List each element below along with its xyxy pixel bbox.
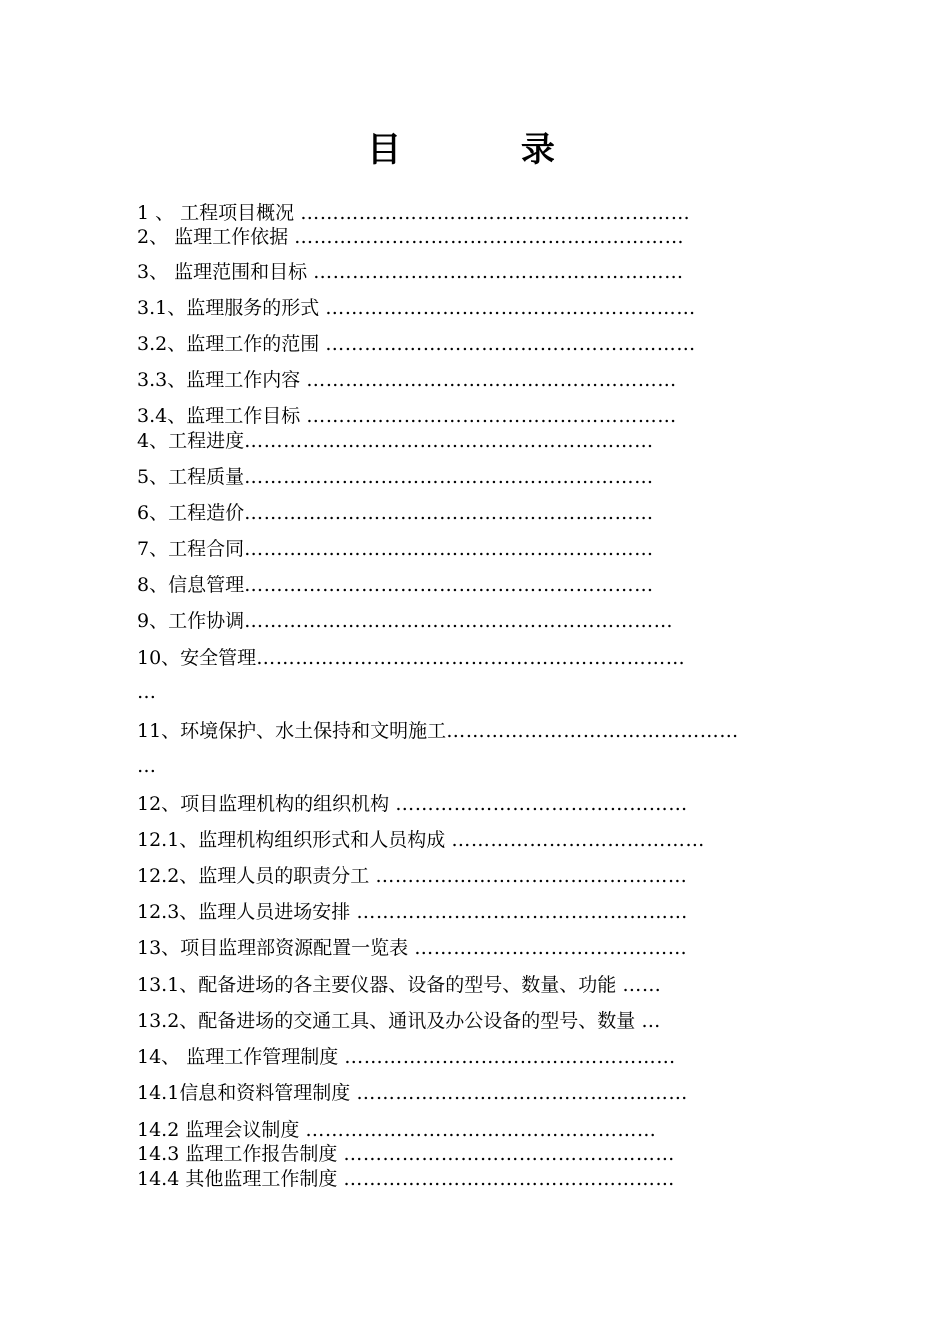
- toc-entry-7: [137, 535, 827, 563]
- toc-entry-11-continuation: [137, 752, 827, 780]
- toc-leader-dots: …………………………………………………: [313, 261, 684, 283]
- toc-leader-dots: …………………………………………………………: [256, 647, 686, 669]
- toc-entry-text: 14.4 其他监理工作制度: [137, 1168, 344, 1190]
- toc-entry-text: 13.2、配备进场的交通工具、通讯及办公设备的型号、数量: [137, 1010, 642, 1032]
- toc-entry-text: 3.4、监理工作目标: [137, 405, 307, 427]
- toc-entry-11: [137, 717, 827, 745]
- toc-entry-12-3: [137, 898, 827, 926]
- toc-entry-text: 10、安全管理: [137, 647, 257, 669]
- toc-entry-12-1: [137, 826, 827, 854]
- toc-entry-text: 5、工程质量: [137, 466, 245, 488]
- toc-entry-text: 12.3、监理人员进场安排: [137, 901, 357, 923]
- toc-entry-3-1: [137, 294, 827, 322]
- toc-entry-10: [137, 644, 827, 672]
- toc-entry-text: 14、 监理工作管理制度: [137, 1046, 345, 1068]
- toc-entry-13: [137, 934, 827, 962]
- toc-entry-text: 8、信息管理: [137, 574, 245, 596]
- toc-entry-text: 12.1、监理机构组织形式和人员构成: [137, 829, 452, 851]
- toc-entry-13-2: [137, 1007, 827, 1035]
- toc-entry-text: 11、环境保护、水土保持和文明施工: [137, 720, 447, 742]
- toc-leader-dots: ………………………………………………………: [244, 538, 654, 560]
- toc-entry-6: [137, 499, 827, 527]
- toc-entry-12: [137, 790, 827, 818]
- toc-entry-text: 14.2 监理会议制度: [137, 1119, 306, 1141]
- toc-entry-text: 4、工程进度: [137, 430, 245, 452]
- toc-leader-dots: …………………………………………: [375, 865, 688, 887]
- toc-leader-dots: …………………………………………………………: [244, 610, 674, 632]
- toc-leader-dots: ……………………………………………………: [300, 202, 691, 224]
- toc-entry-text: 12.2、监理人员的职责分工: [137, 865, 376, 887]
- toc-entry-text: 12、项目监理机构的组织机构: [137, 793, 396, 815]
- toc-entry-text: 7、工程合同: [137, 538, 245, 560]
- page-title: 目 录: [367, 130, 609, 170]
- toc-entry-3: [137, 258, 827, 286]
- toc-entry-3-2: [137, 330, 827, 358]
- toc-leader-dots: ………………………………………: [446, 720, 739, 742]
- toc-leader-dots: ……………………………………………: [343, 1143, 675, 1165]
- toc-entry-3-4: [137, 402, 827, 430]
- toc-leader-dots: ……………………………………………………: [294, 226, 685, 248]
- toc-leader-dots: ………………………………………………………: [244, 430, 654, 452]
- toc-leader-dots: …: [137, 681, 157, 703]
- toc-entry-text: 1 、 工程项目概况: [137, 202, 301, 224]
- toc-entry-3-3: [137, 366, 827, 394]
- toc-entry-text: 3.3、监理工作内容: [137, 369, 307, 391]
- toc-leader-dots: …………………………………………………: [325, 333, 696, 355]
- toc-leader-dots: ……………………………………………: [344, 1046, 676, 1068]
- toc-leader-dots: ……………………………………: [414, 937, 688, 959]
- toc-entry-text: 3、 监理范围和目标: [137, 261, 314, 283]
- toc-entry-14-1: [137, 1079, 827, 1107]
- toc-entry-13-1: [137, 971, 827, 999]
- toc-entry-text: 14.1信息和资料管理制度: [137, 1082, 357, 1104]
- toc-entry-text: 3.2、监理工作的范围: [137, 333, 326, 355]
- toc-leader-dots: …: [137, 755, 157, 777]
- toc-entry-12-2: [137, 862, 827, 890]
- toc-leader-dots: ………………………………………………………: [244, 502, 654, 524]
- toc-entry-14: [137, 1043, 827, 1071]
- toc-entry-8: [137, 571, 827, 599]
- toc-entry-text: 14.3 监理工作报告制度: [137, 1143, 344, 1165]
- toc-leader-dots: ……: [622, 974, 662, 996]
- toc-leader-dots: ………………………………………………: [305, 1119, 657, 1141]
- toc-entry-2: [137, 223, 827, 251]
- toc-entry-text: 9、工作协调: [137, 610, 245, 632]
- toc-entry-5: [137, 463, 827, 491]
- toc-leader-dots: ………………………………………: [395, 793, 688, 815]
- toc-leader-dots: …………………………………: [451, 829, 705, 851]
- toc-entry-text: 2、 监理工作依据: [137, 226, 295, 248]
- toc-entry-text: 6、工程造价: [137, 502, 245, 524]
- toc-leader-dots: …………………………………………………: [306, 369, 677, 391]
- toc-entry-text: 13.1、配备进场的各主要仪器、设备的型号、数量、功能: [137, 974, 623, 996]
- toc-leader-dots: ………………………………………………………: [244, 574, 654, 596]
- toc-entry-10-continuation: [137, 678, 827, 706]
- toc-leader-dots: ……………………………………………: [356, 1082, 688, 1104]
- toc-entry-text: 3.1、监理服务的形式: [137, 297, 326, 319]
- toc-leader-dots: …………………………………………………: [325, 297, 696, 319]
- toc-leader-dots: ……………………………………………: [356, 901, 688, 923]
- toc-leader-dots: ………………………………………………………: [244, 466, 654, 488]
- toc-entry-14-4: [137, 1165, 827, 1193]
- toc-leader-dots: …………………………………………………: [306, 405, 677, 427]
- toc-leader-dots: ……………………………………………: [343, 1168, 675, 1190]
- toc-leader-dots: …: [641, 1010, 661, 1032]
- toc-entry-14-3: [137, 1140, 827, 1168]
- toc-entry-9: [137, 607, 827, 635]
- toc-entry-text: 13、项目监理部资源配置一览表: [137, 937, 415, 959]
- toc-entry-4: [137, 427, 827, 455]
